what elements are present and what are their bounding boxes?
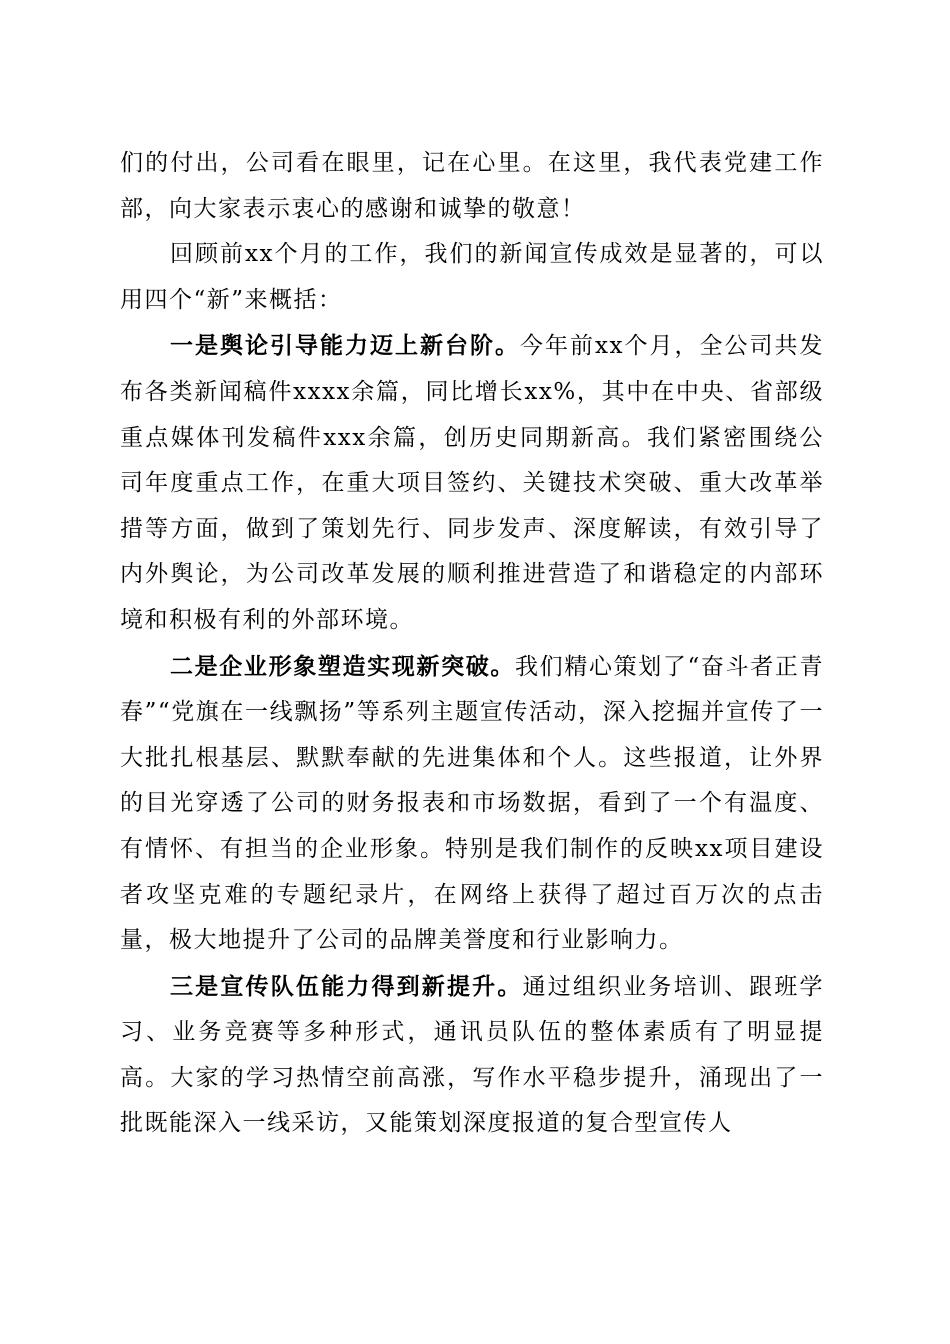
paragraph-lead: 二是企业形象塑造实现新突破。	[170, 652, 516, 680]
paragraph-text: 今年前xx个月，全公司共发布各类新闻稿件xxxx余篇，同比增长xx%，其中在中央、省部级重点媒体刊发稿件xxx余篇，创历史同期新高。我们紧密围绕公司年度重点工作，在重大项目签约、关键技术突破、重大改革举措等方面，做到了策划先行、同步发声、深度解读，有效引导了内外舆论，为公司改革发展的顺利推进营造了和谐稳定的内部环境和积极有利的外部环境。	[120, 333, 824, 633]
paragraph-point-two	[120, 644, 824, 964]
paragraph-text: 们的付出，公司看在眼里，记在心里。在这里，我代表党建工作部，向大家表示衷心的感谢和诚挚的敬意！	[120, 150, 824, 222]
paragraph-text: 我们精心策划了“奋斗者正青春”“党旗在一线飘扬”等系列主题宣传活动，深入挖掘并宣传了一大批扎根基层、默默奉献的先进集体和个人。这些报道，让外界的目光穿透了公司的财务报表和市场数据，看到了一个有温度、有情怀、有担当的企业形象。特别是我们制作的反映xx项目建设者攻坚克难的专题纪录片，在网络上获得了超过百万次的点击量，极大地提升了公司的品牌美誉度和行业影响力。	[120, 653, 824, 954]
paragraph-lead: 三是宣传队伍能力得到新提升。	[170, 972, 523, 1000]
paragraph-text: 回顾前xx个月的工作，我们的新闻宣传成效是显著的，可以用四个“新”来概括：	[120, 241, 824, 313]
paragraph-point-three	[120, 964, 824, 1147]
paragraph-review-intro	[120, 232, 824, 323]
paragraph-text: 通过组织业务培训、跟班学习、业务竞赛等多种形式，通讯员队伍的整体素质有了明显提高。大家的学习热情空前高涨，写作水平稳步提升，涌现出了一批既能深入一线采访，又能策划深度报道的复合型宣传人	[120, 973, 825, 1137]
paragraph-lead: 一是舆论引导能力迈上新台阶。	[170, 332, 521, 360]
paragraph-continuation	[120, 141, 824, 232]
paragraph-point-one	[120, 323, 824, 643]
document-body	[120, 141, 824, 1147]
